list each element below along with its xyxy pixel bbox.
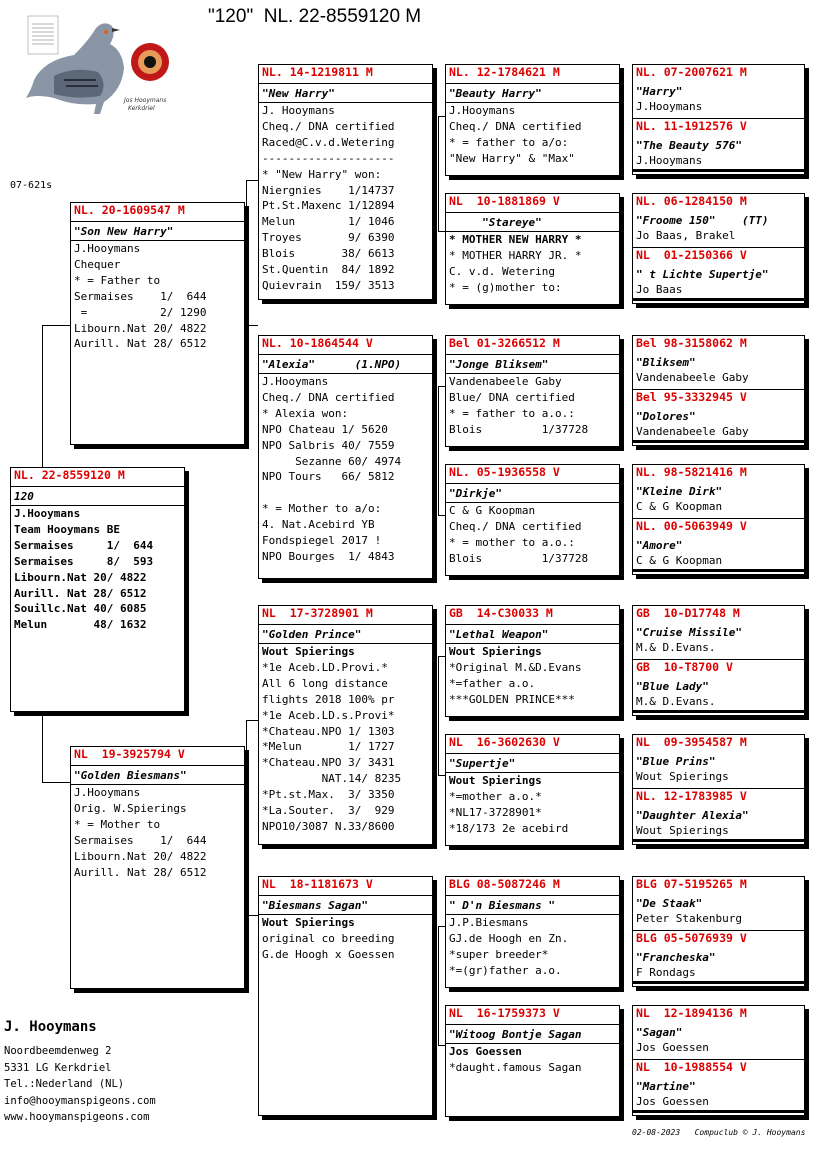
info-line: *Original M.&D.Evans <box>449 660 582 674</box>
connector <box>42 325 72 326</box>
info-line: Troyes 9/ 6390 <box>262 231 395 245</box>
info-line: Chequer <box>74 257 121 271</box>
owner-line: M.& D.Evans. <box>636 641 716 654</box>
ancestor-pair-card[interactable] <box>632 464 805 575</box>
connector <box>246 720 258 916</box>
info-line: *1e Aceb.LD.s.Provi* <box>262 708 395 722</box>
pigeon-name: 120 <box>11 487 184 506</box>
pigeon-name: "Daughter Alexia" <box>636 809 749 822</box>
pigeon-name: "Martine" <box>636 1080 696 1093</box>
info-line: Aurill. Nat 28/ 6512 <box>14 586 147 600</box>
info-line: C & G Koopman <box>449 504 536 517</box>
info-line: Cheq./ DNA certified <box>262 390 395 404</box>
info-line: *18/173 2e acebird <box>449 821 569 835</box>
pigeon-name: "Son New Harry" <box>71 222 244 241</box>
pigeon-name: " D'n Biesmans " <box>446 896 619 915</box>
great-grandparent-card[interactable] <box>445 1005 620 1117</box>
info-line: J.Hooymans <box>74 786 141 799</box>
ancestor-entry <box>633 606 804 659</box>
pigeon-name: "Cruise Missile" <box>636 626 742 639</box>
grandparent-card[interactable] <box>258 605 433 845</box>
info-line: Libourn.Nat 20/ 4822 <box>74 849 207 863</box>
info-line: Vandenabeele Gaby <box>449 375 562 388</box>
ring-number: NL. 12-1783985 V <box>636 789 747 803</box>
ring-number: NL 19-3925794 V <box>71 747 244 766</box>
info-line: J.Hooymans <box>449 104 516 117</box>
info-line: Wout Spierings <box>262 645 355 658</box>
email-link[interactable]: info@hooymanspigeons.com <box>4 1094 156 1107</box>
pigeon-name: "Witoog Bontje Sagan <box>446 1025 619 1044</box>
owner-line: Jos Goessen <box>636 1041 709 1054</box>
ring-number: NL 09-3954587 M <box>636 735 747 749</box>
ring-number: BLG 07-5195265 M <box>636 877 747 891</box>
info-line: = 2/ 1290 <box>74 305 207 319</box>
info-line: *Chateau.NPO 3/ 3431 <box>262 756 395 770</box>
ancestor-pair-card[interactable] <box>632 876 805 987</box>
website-link[interactable]: www.hooymanspigeons.com <box>4 1111 150 1123</box>
pigeon-name: "Dolores" <box>636 410 696 423</box>
ring-number: NL. 00-5063949 V <box>636 519 747 533</box>
ring-number: NL. 05-1936558 V <box>446 465 619 484</box>
info-line: Quievrain 159/ 3513 <box>262 278 395 292</box>
info-line: NPO Tours 66/ 5812 <box>262 470 395 484</box>
pigeon-name: " t Lichte Supertje" <box>636 268 769 281</box>
info-line <box>259 485 432 501</box>
info-line: * = (g)mother to: <box>449 280 562 294</box>
sire-card[interactable] <box>70 202 245 445</box>
svg-text:Jos Hooymans: Jos Hooymans <box>124 97 167 104</box>
ring-number: BLG 08-5087246 M <box>446 877 619 896</box>
owner-line: Jo Baas, Brakel <box>636 229 736 242</box>
pigeon-name: "Golden Prince" <box>259 625 432 644</box>
info-line: Cheq./ DNA certified <box>449 119 582 133</box>
info-line: * = Mother to <box>74 817 161 831</box>
ancestor-entry <box>633 877 804 930</box>
info-line: * = father to a.o.: <box>449 406 575 420</box>
info-line: ***GOLDEN PRINCE*** <box>449 692 575 706</box>
footer-credit: 02-08-2023 Compuclub © J. Hooymans <box>632 1128 806 1137</box>
pigeon-name: "Blue Prins" <box>636 755 716 768</box>
great-grandparent-card[interactable] <box>445 605 620 717</box>
pigeon-name: "Kleine Dirk" <box>636 485 723 498</box>
ring-number: NL. 06-1284150 M <box>636 194 747 208</box>
owner-line: Jo Baas <box>636 283 683 296</box>
info-line: *super breeder* <box>449 947 549 961</box>
owner-line: J.Hooymans <box>636 154 703 167</box>
great-grandparent-card[interactable] <box>445 876 620 988</box>
ancestor-entry <box>633 1059 804 1113</box>
info-line: *=(gr)father a.o. <box>449 963 562 977</box>
info-line: NPO Salbris 40/ 7559 <box>262 438 395 452</box>
info-line: Blois 1/37728 <box>449 422 589 436</box>
pigeon-name: "Alexia" (1.NPO) <box>259 355 432 374</box>
ring-number: NL. 07-2007621 M <box>636 65 747 79</box>
ring-number: NL. 22-8559120 M <box>11 468 184 487</box>
pigeon-name: "Lethal Weapon" <box>446 625 619 644</box>
info-line: NPO Chateau 1/ 5620 <box>262 422 388 436</box>
owner-line: Wout Spierings <box>636 770 729 783</box>
ring-number: GB 14-C30033 M <box>446 606 619 625</box>
ring-number: GB 10-T8700 V <box>636 660 733 674</box>
info-line: NPO Bourges 1/ 4843 <box>262 549 395 563</box>
info-line: * MOTHER NEW HARRY * <box>449 233 582 246</box>
info-line: Sermaises 1/ 644 <box>14 538 154 552</box>
ring-number: Bel 95-3332945 V <box>636 390 747 404</box>
info-line: Sermaises 8/ 593 <box>14 554 154 568</box>
info-line: GJ.de Hoogh en Zn. <box>449 931 569 945</box>
info-line: St.Quentin 84/ 1892 <box>262 263 395 277</box>
ancestor-pair-card[interactable] <box>632 335 805 446</box>
ancestor-entry <box>633 65 804 118</box>
dam-card[interactable] <box>70 746 245 989</box>
pigeon-name: "Blue Lady" <box>636 680 709 693</box>
info-line: All 6 long distance <box>262 676 388 690</box>
ancestor-entry <box>633 194 804 247</box>
info-line: J.Hooymans <box>262 375 329 388</box>
ring-number: NL 10-1988554 V <box>636 1060 747 1074</box>
info-line: Fondspiegel 2017 ! <box>262 534 382 548</box>
pigeon-name: "Stareye" <box>446 213 619 232</box>
pigeon-name: "Harry" <box>636 85 683 98</box>
owner-line: C & G Koopman <box>636 554 723 567</box>
pigeon-name: "Dirkje" <box>446 484 619 503</box>
info-line: Raced@C.v.d.Wetering <box>262 135 395 149</box>
ancestor-entry <box>633 930 804 984</box>
info-line: Team Hooymans BE <box>14 522 120 536</box>
address-line: Noordbeemdenweg 2 <box>4 1045 112 1057</box>
connector <box>42 325 43 469</box>
ancestor-pair-card[interactable] <box>632 193 805 304</box>
ancestor-pair-card[interactable] <box>632 605 805 716</box>
info-line: J. Hooymans <box>262 104 335 117</box>
info-line: Niergnies 1/14737 <box>262 183 395 197</box>
owner-line: C & G Koopman <box>636 500 723 513</box>
ring-number: NL 17-3728901 M <box>259 606 432 625</box>
grandparent-card[interactable] <box>258 64 433 300</box>
code-label: 07-621s <box>10 180 53 191</box>
pedigree-title: "120" NL. 22-8559120 M <box>208 6 422 27</box>
owner-line: Peter Stakenburg <box>636 912 742 925</box>
pigeon-name: "The Beauty 576" <box>636 139 742 152</box>
connector <box>42 710 43 782</box>
breeder-name: J. Hooymans <box>4 1019 97 1035</box>
info-line: *daught.famous Sagan <box>449 1060 582 1074</box>
info-line: Blois 1/37728 <box>449 551 589 565</box>
ring-number: NL. 10-1864544 V <box>259 336 432 355</box>
info-line: Melun 1/ 1046 <box>262 215 395 229</box>
info-line: Libourn.Nat 20/ 4822 <box>14 570 147 584</box>
info-line: Pt.St.Maxenc 1/12894 <box>262 199 395 213</box>
info-line: * = Father to <box>74 273 161 287</box>
ring-number: NL. 11-1912576 V <box>636 119 747 133</box>
info-line: original co breeding <box>262 931 395 945</box>
info-line: Jos Goessen <box>449 1045 522 1058</box>
info-line: * Alexia won: <box>262 406 349 420</box>
grandparent-card[interactable] <box>258 876 433 1116</box>
ancestor-entry <box>633 518 804 572</box>
info-line: Wout Spierings <box>449 645 542 658</box>
info-line: Blois 38/ 6613 <box>262 247 395 261</box>
info-line: NAT.14/ 8235 <box>262 772 402 786</box>
info-line: *=father a.o. <box>449 676 536 690</box>
info-line: "New Harry" & "Max" <box>449 151 575 165</box>
ring-number: Bel 01-3266512 M <box>446 336 619 355</box>
pigeon-logo <box>24 10 170 122</box>
owner-line: J.Hooymans <box>636 100 703 113</box>
phone-line: Tel.:Nederland (NL) <box>4 1078 125 1090</box>
info-line: 4. Nat.Acebird YB <box>262 518 375 532</box>
ring-number: BLG 05-5076939 V <box>636 931 747 945</box>
address-line: 5331 LG Kerkdriel <box>4 1061 112 1074</box>
ancestor-entry <box>633 788 804 842</box>
info-line: Cheq./ DNA certified <box>262 119 395 133</box>
info-line: *Melun 1/ 1727 <box>262 740 395 754</box>
owner-line: F Rondags <box>636 966 696 979</box>
ring-number: NL. 98-5821416 M <box>636 465 747 479</box>
info-line: J.Hooymans <box>74 242 141 255</box>
info-line: *1e Aceb.LD.Provi.* <box>262 660 388 674</box>
great-grandparent-card[interactable] <box>445 193 620 305</box>
info-line: Aurill. Nat 28/ 6512 <box>74 337 207 351</box>
info-line: * MOTHER HARRY JR. * <box>449 248 582 262</box>
owner-line: M.& D.Evans. <box>636 695 716 708</box>
pigeon-name: "Bliksem" <box>636 356 696 369</box>
ring-number: NL. 14-1219811 M <box>259 65 432 84</box>
info-line: Orig. W.Spierings <box>74 801 187 815</box>
breeder-address <box>4 1043 156 1126</box>
pigeon-name: "New Harry" <box>259 84 432 103</box>
pigeon-name: "Froome 150" (TT) <box>636 214 769 227</box>
connector <box>246 180 258 326</box>
info-line: *La.Souter. 3/ 929 <box>262 804 395 818</box>
info-line: * = father to a/o: <box>449 135 569 149</box>
ring-number: Bel 98-3158062 M <box>636 336 747 350</box>
pigeon-name: "De Staak" <box>636 897 703 910</box>
info-line: Melun 48/ 1632 <box>14 618 147 632</box>
ancestor-pair-card[interactable] <box>632 1005 805 1116</box>
owner-line: Wout Spierings <box>636 824 729 837</box>
ancestor-entry <box>633 118 804 172</box>
info-line: C. v.d. Wetering <box>449 264 555 278</box>
ring-number: NL 10-1881869 V <box>446 194 619 213</box>
owner-line: Vandenabeele Gaby <box>636 371 749 384</box>
pigeon-name: "Biesmans Sagan" <box>259 896 432 915</box>
owner-line: Vandenabeele Gaby <box>636 425 749 438</box>
great-grandparent-card[interactable] <box>445 734 620 846</box>
ring-number: NL. 20-1609547 M <box>71 203 244 222</box>
info-line: * "New Harry" won: <box>262 167 382 181</box>
info-line: Sezanne 60/ 4974 <box>262 454 402 468</box>
info-line: Aurill. Nat 28/ 6512 <box>74 865 207 879</box>
info-line: * = mother to a.o.: <box>449 535 575 549</box>
pigeon-name: "Supertje" <box>446 754 619 773</box>
info-line: Souillc.Nat 40/ 6085 <box>14 602 147 616</box>
ring-number: NL 16-1759373 V <box>446 1006 619 1025</box>
info-line: J.P.Biesmans <box>449 916 529 929</box>
ring-number: NL. 12-1784621 M <box>446 65 619 84</box>
pigeon-name: "Beauty Harry" <box>446 84 619 103</box>
ancestor-pair-card[interactable] <box>632 734 805 845</box>
great-grandparent-card[interactable] <box>445 64 620 176</box>
info-line: *Pt.st.Max. 3/ 3350 <box>262 788 395 802</box>
great-grandparent-card[interactable] <box>445 464 620 576</box>
info-line: Wout Spierings <box>449 774 542 787</box>
svg-text:Kerkdriel: Kerkdriel <box>128 105 155 112</box>
grandparent-card[interactable] <box>258 335 433 579</box>
ancestor-entry <box>633 389 804 443</box>
info-line: Sermaises 1/ 644 <box>74 289 207 303</box>
owner-line: Jos Goessen <box>636 1095 709 1108</box>
ancestor-entry <box>633 735 804 788</box>
ancestor-entry <box>633 336 804 389</box>
ancestor-pair-card[interactable] <box>632 64 805 175</box>
info-line: Blue/ DNA certified <box>449 390 575 404</box>
info-line: *NL17-3728901* <box>449 805 542 819</box>
connector <box>42 782 72 783</box>
info-line: Libourn.Nat 20/ 4822 <box>74 321 207 335</box>
info-line: NPO10/3087 N.33/8600 <box>262 819 395 833</box>
ancestor-entry <box>633 1006 804 1059</box>
info-line: Wout Spierings <box>262 916 355 929</box>
ancestor-entry <box>633 659 804 713</box>
info-line: Cheq./ DNA certified <box>449 519 582 533</box>
info-line: * = Mother to a/o: <box>262 502 382 516</box>
ring-number: GB 10-D17748 M <box>636 606 740 620</box>
info-line: Sermaises 1/ 644 <box>74 833 207 847</box>
info-line: G.de Hoogh x Goessen <box>262 947 395 961</box>
ancestor-entry <box>633 247 804 301</box>
info-line: -------------------- <box>262 151 395 165</box>
info-line: *Chateau.NPO 1/ 1303 <box>262 724 395 738</box>
pigeon-name: "Golden Biesmans" <box>71 766 244 785</box>
ring-number: NL 16-3602630 V <box>446 735 619 754</box>
great-grandparent-card[interactable] <box>445 335 620 447</box>
subject-card[interactable] <box>10 467 185 712</box>
pigeon-name: "Sagan" <box>636 1026 683 1039</box>
ancestor-entry <box>633 465 804 518</box>
pigeon-name: "Amore" <box>636 539 683 552</box>
info-line: flights 2018 100% pr <box>262 692 395 706</box>
info-line: J.Hooymans <box>14 507 81 520</box>
pigeon-name: "Jonge Bliksem" <box>446 355 619 374</box>
ring-number: NL 18-1181673 V <box>259 877 432 896</box>
ring-number: NL 12-1894136 M <box>636 1006 747 1020</box>
ring-number: NL 01-2150366 V <box>636 248 747 262</box>
info-line: *=mother a.o.* <box>449 789 542 803</box>
pigeon-name: "Francheska" <box>636 951 716 964</box>
